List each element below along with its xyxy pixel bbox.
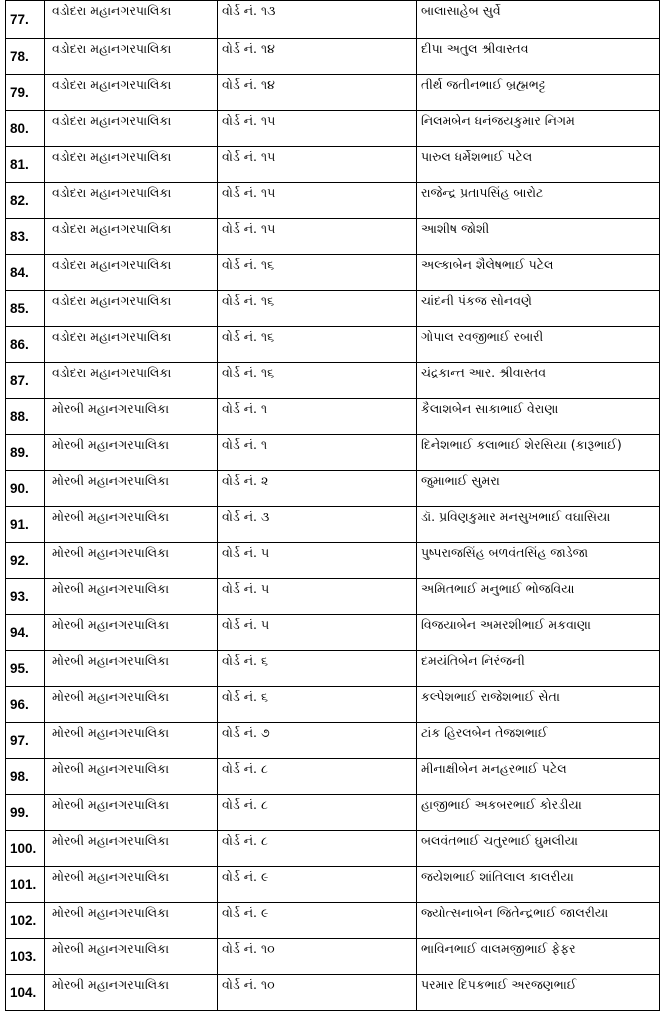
candidate-name-cell: ભાવિનભાઈ વાલમજીભાઈ ફેફર xyxy=(417,939,660,975)
row-number: 99. xyxy=(6,795,45,831)
candidates-table-body xyxy=(6,1,660,1011)
ward-cell: વોર્ડ નં. ૧૬ xyxy=(218,327,417,363)
corporation-cell: મોરબી મહાનગરપાલિકા xyxy=(45,759,218,795)
ward-cell: વોર્ડ નં. ૧૪ xyxy=(218,75,417,111)
corporation-cell: મોરબી મહાનગરપાલિકા xyxy=(45,399,218,435)
ward-cell: વોર્ડ નં. ૧૪ xyxy=(218,39,417,75)
candidate-name-cell: આશીષ જોશી xyxy=(417,219,660,255)
row-number: 86. xyxy=(6,327,45,363)
row-number: 101. xyxy=(6,867,45,903)
ward-cell: વોર્ડ નં. ૮ xyxy=(218,759,417,795)
table-row xyxy=(6,615,660,651)
ward-cell: વોર્ડ નં. ૧૦ xyxy=(218,939,417,975)
table-row xyxy=(6,399,660,435)
row-number: 81. xyxy=(6,147,45,183)
table-row xyxy=(6,867,660,903)
candidate-name-cell: અલ્કાબેન શૈલેષભાઈ પટેલ xyxy=(417,255,660,291)
table-row xyxy=(6,363,660,399)
ward-cell: વોર્ડ નં. ૫ xyxy=(218,543,417,579)
corporation-cell: મોરબી મહાનગરપાલિકા xyxy=(45,867,218,903)
row-number: 94. xyxy=(6,615,45,651)
row-number: 97. xyxy=(6,723,45,759)
corporation-cell: મોરબી મહાનગરપાલિકા xyxy=(45,615,218,651)
corporation-cell: વડોદરા મહાનગરપાલિકા xyxy=(45,327,218,363)
candidate-name-cell: જ્યોત્સનાબેન જિતેન્દ્રભાઈ જાલરીયા xyxy=(417,903,660,939)
table-row xyxy=(6,903,660,939)
corporation-cell: મોરબી મહાનગરપાલિકા xyxy=(45,579,218,615)
corporation-cell: વડોદરા મહાનગરપાલિકા xyxy=(45,147,218,183)
corporation-cell: મોરબી મહાનગરપાલિકા xyxy=(45,435,218,471)
row-number: 87. xyxy=(6,363,45,399)
table-row xyxy=(6,147,660,183)
corporation-cell: મોરબી મહાનગરપાલિકા xyxy=(45,975,218,1011)
ward-cell: વોર્ડ નં. ૧૦ xyxy=(218,975,417,1011)
ward-cell: વોર્ડ નં. ૧ xyxy=(218,435,417,471)
ward-cell: વોર્ડ નં. ૯ xyxy=(218,867,417,903)
row-number: 96. xyxy=(6,687,45,723)
table-row xyxy=(6,75,660,111)
row-number: 82. xyxy=(6,183,45,219)
ward-cell: વોર્ડ નં. ૧૬ xyxy=(218,291,417,327)
ward-cell: વોર્ડ નં. ૮ xyxy=(218,831,417,867)
ward-cell: વોર્ડ નં. ૨ xyxy=(218,471,417,507)
row-number: 85. xyxy=(6,291,45,327)
candidate-name-cell: નિલમબેન ધનંજયકુમાર નિગમ xyxy=(417,111,660,147)
ward-cell: વોર્ડ નં. ૮ xyxy=(218,795,417,831)
table-row xyxy=(6,651,660,687)
row-number: 102. xyxy=(6,903,45,939)
corporation-cell: મોરબી મહાનગરપાલિકા xyxy=(45,651,218,687)
candidate-name-cell: પુષ્પરાજસિંહ બળવંતસિંહ જાડેજા xyxy=(417,543,660,579)
candidate-name-cell: અમિતભાઈ મનુભાઈ ભોજવિયા xyxy=(417,579,660,615)
candidate-name-cell: ટાંક હિરલબેન તેજશભાઈ xyxy=(417,723,660,759)
candidate-name-cell: ચાંદની પંકજ સોનવણે xyxy=(417,291,660,327)
table-row xyxy=(6,939,660,975)
row-number: 95. xyxy=(6,651,45,687)
table-row xyxy=(6,795,660,831)
ward-cell: વોર્ડ નં. ૧૬ xyxy=(218,255,417,291)
candidate-name-cell: મીનાક્ષીબેન મનહરભાઈ પટેલ xyxy=(417,759,660,795)
corporation-cell: વડોદરા મહાનગરપાલિકા xyxy=(45,255,218,291)
corporation-cell: મોરબી મહાનગરપાલિકા xyxy=(45,543,218,579)
row-number: 78. xyxy=(6,39,45,75)
table-row xyxy=(6,435,660,471)
table-row xyxy=(6,327,660,363)
corporation-cell: મોરબી મહાનગરપાલિકા xyxy=(45,903,218,939)
corporation-cell: મોરબી મહાનગરપાલિકા xyxy=(45,723,218,759)
corporation-cell: વડોદરા મહાનગરપાલિકા xyxy=(45,183,218,219)
row-number: 88. xyxy=(6,399,45,435)
ward-cell: વોર્ડ નં. ૫ xyxy=(218,579,417,615)
table-row xyxy=(6,543,660,579)
table-row xyxy=(6,687,660,723)
candidate-name-cell: ડૉ. પ્રવિણકુમાર મનસુખભાઈ વઘાસિયા xyxy=(417,507,660,543)
corporation-cell: વડોદરા મહાનગરપાલિકા xyxy=(45,1,218,39)
ward-cell: વોર્ડ નં. ૧૫ xyxy=(218,111,417,147)
corporation-cell: વડોદરા મહાનગરપાલિકા xyxy=(45,219,218,255)
candidate-name-cell: પારુલ ધર્મેશભાઈ પટેલ xyxy=(417,147,660,183)
table-row xyxy=(6,183,660,219)
ward-cell: વોર્ડ નં. ૧૫ xyxy=(218,219,417,255)
table-row xyxy=(6,831,660,867)
corporation-cell: વડોદરા મહાનગરપાલિકા xyxy=(45,111,218,147)
candidate-name-cell: વિજયાબેન અમરશીભાઈ મકવાણા xyxy=(417,615,660,651)
candidate-name-cell: કૈલાશબેન સાકાભાઈ વેરાણા xyxy=(417,399,660,435)
ward-cell: વોર્ડ નં. ૧૬ xyxy=(218,363,417,399)
ward-cell: વોર્ડ નં. ૧ xyxy=(218,399,417,435)
corporation-cell: વડોદરા મહાનગરપાલિકા xyxy=(45,363,218,399)
table-row xyxy=(6,111,660,147)
candidate-name-cell: જયેશભાઈ શાંતિલાલ કાલરીયા xyxy=(417,867,660,903)
ward-cell: વોર્ડ નં. ૯ xyxy=(218,903,417,939)
row-number: 89. xyxy=(6,435,45,471)
ward-cell: વોર્ડ નં. ૧૩ xyxy=(218,1,417,39)
candidate-name-cell: રાજેન્દ્ર પ્રતાપસિંહ બારોટ xyxy=(417,183,660,219)
row-number: 104. xyxy=(6,975,45,1011)
candidate-name-cell: હાજીભાઈ અકબરભાઈ કોરડીયા xyxy=(417,795,660,831)
candidate-name-cell: દમયંતિબેન નિરંજની xyxy=(417,651,660,687)
candidate-name-cell: તીર્થ જતીનભાઈ બ્રહ્મભટ્ટ xyxy=(417,75,660,111)
row-number: 77. xyxy=(6,1,45,39)
candidate-name-cell: ગોપાલ રવજીભાઈ રબારી xyxy=(417,327,660,363)
corporation-cell: મોરબી મહાનગરપાલિકા xyxy=(45,507,218,543)
candidate-name-cell: દીપા અતુલ શ્રીવાસ્તવ xyxy=(417,39,660,75)
table-row xyxy=(6,255,660,291)
candidate-name-cell: પરમાર દિપકભાઈ અરજણભાઈ xyxy=(417,975,660,1011)
table-row xyxy=(6,291,660,327)
row-number: 79. xyxy=(6,75,45,111)
table-row xyxy=(6,507,660,543)
ward-cell: વોર્ડ નં. ૧૫ xyxy=(218,183,417,219)
row-number: 80. xyxy=(6,111,45,147)
ward-cell: વોર્ડ નં. ૭ xyxy=(218,723,417,759)
table-row xyxy=(6,723,660,759)
table-row xyxy=(6,219,660,255)
row-number: 92. xyxy=(6,543,45,579)
corporation-cell: વડોદરા મહાનગરપાલિકા xyxy=(45,39,218,75)
corporation-cell: મોરબી મહાનગરપાલિકા xyxy=(45,687,218,723)
ward-cell: વોર્ડ નં. ૬ xyxy=(218,687,417,723)
table-row xyxy=(6,471,660,507)
row-number: 91. xyxy=(6,507,45,543)
ward-cell: વોર્ડ નં. ૧૫ xyxy=(218,147,417,183)
candidate-name-cell: બલવંતભાઈ ચતુરભાઈ ઘુમલીયા xyxy=(417,831,660,867)
candidate-name-cell: કલ્પેશભાઈ રાજેશભાઈ સેતા xyxy=(417,687,660,723)
corporation-cell: મોરબી મહાનગરપાલિકા xyxy=(45,939,218,975)
table-row xyxy=(6,975,660,1011)
candidate-name-cell: બાલાસાહેબ સુર્વે xyxy=(417,1,660,39)
row-number: 93. xyxy=(6,579,45,615)
table-row xyxy=(6,1,660,39)
table-row xyxy=(6,579,660,615)
ward-cell: વોર્ડ નં. ૩ xyxy=(218,507,417,543)
row-number: 83. xyxy=(6,219,45,255)
corporation-cell: વડોદરા મહાનગરપાલિકા xyxy=(45,75,218,111)
corporation-cell: વડોદરા મહાનગરપાલિકા xyxy=(45,291,218,327)
row-number: 84. xyxy=(6,255,45,291)
ward-cell: વોર્ડ નં. ૫ xyxy=(218,615,417,651)
row-number: 90. xyxy=(6,471,45,507)
candidates-table xyxy=(5,0,660,1011)
corporation-cell: મોરબી મહાનગરપાલિકા xyxy=(45,795,218,831)
row-number: 103. xyxy=(6,939,45,975)
ward-cell: વોર્ડ નં. ૬ xyxy=(218,651,417,687)
row-number: 98. xyxy=(6,759,45,795)
corporation-cell: મોરબી મહાનગરપાલિકા xyxy=(45,831,218,867)
candidate-name-cell: ચંદ્રકાન્ત આર. શ્રીવાસ્તવ xyxy=(417,363,660,399)
row-number: 100. xyxy=(6,831,45,867)
candidate-name-cell: દિનેશભાઈ કલાભાઈ શેરસિયા (કારૂભાઈ) xyxy=(417,435,660,471)
table-row xyxy=(6,759,660,795)
corporation-cell: મોરબી મહાનગરપાલિકા xyxy=(45,471,218,507)
table-row xyxy=(6,39,660,75)
candidate-name-cell: જુમાભાઈ સુમરા xyxy=(417,471,660,507)
